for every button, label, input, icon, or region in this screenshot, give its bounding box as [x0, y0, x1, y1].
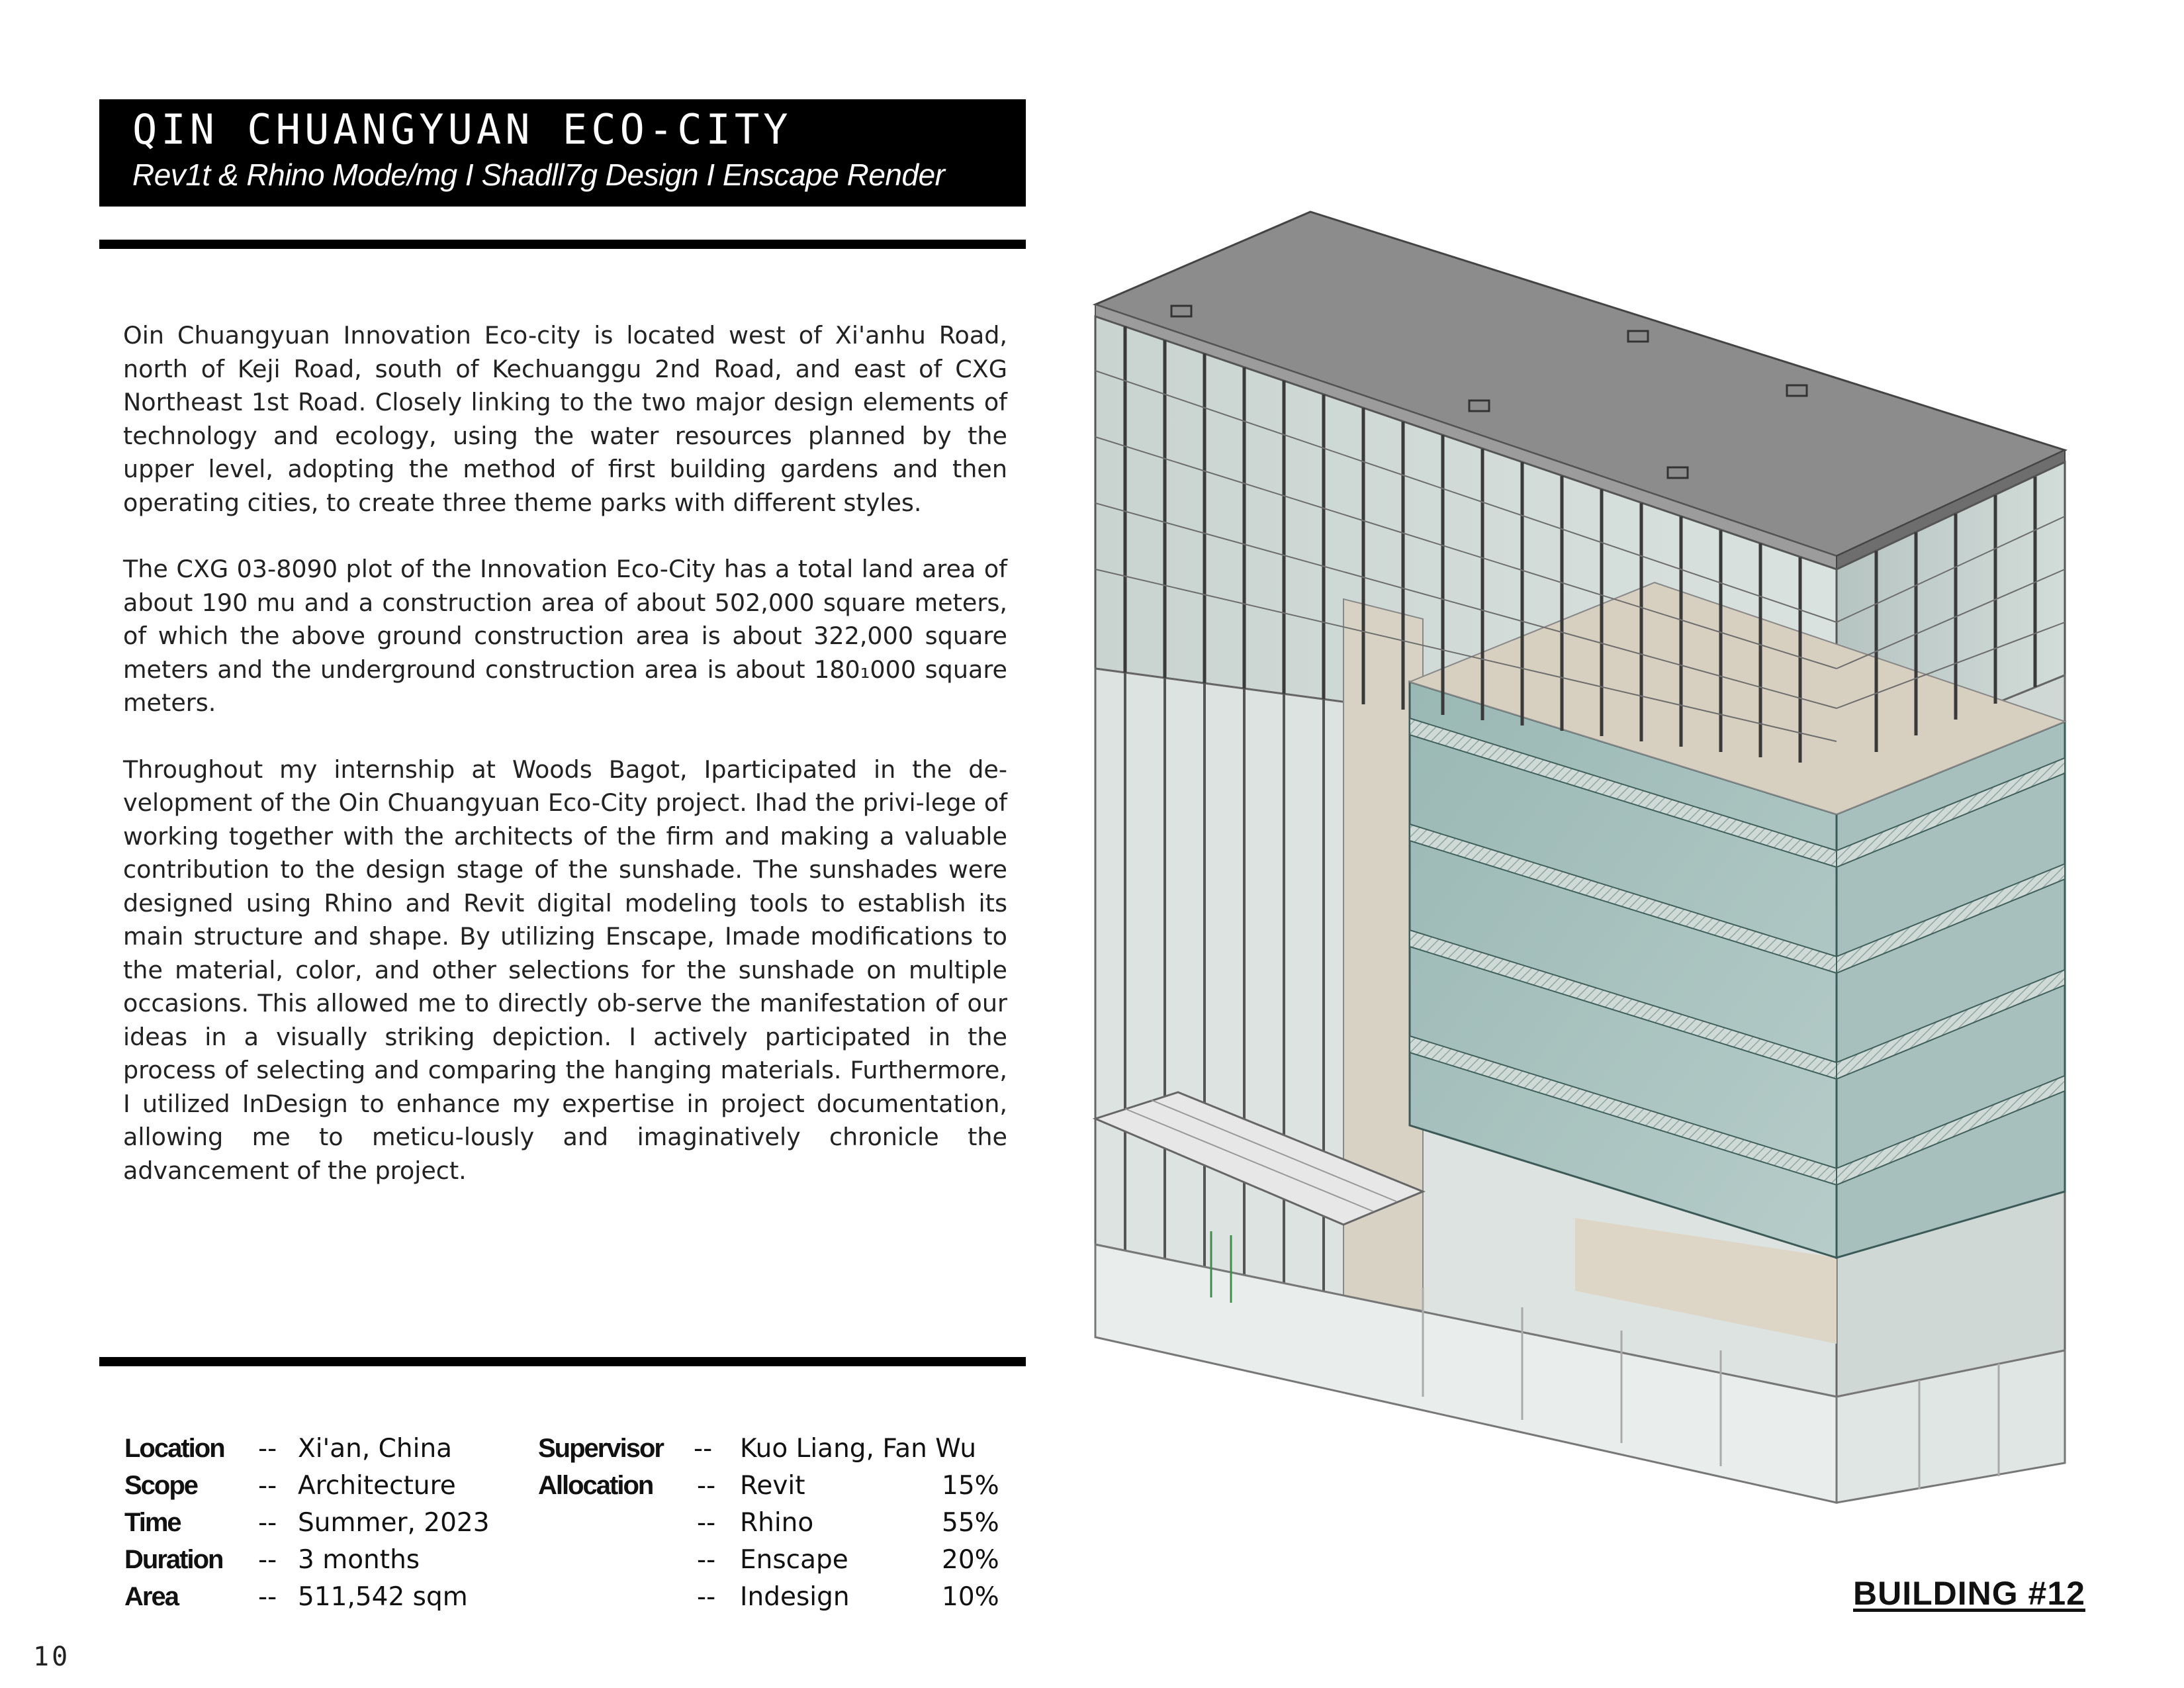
allocation-revit-tool: Revit: [740, 1471, 805, 1501]
project-subtitle: Rev1t & Rhino Mode/mg I Shadll7g Design I Enscape Render: [132, 158, 945, 192]
allocation-revit-sep: --: [697, 1471, 716, 1501]
fact-location-value: Xi'an, China: [298, 1434, 453, 1464]
page-number: 10: [33, 1642, 71, 1672]
building-render: [1059, 199, 2105, 1523]
allocation-indesign-tool: Indesign: [740, 1582, 850, 1612]
fact-allocation-label: Allocation: [538, 1471, 653, 1500]
project-description: [123, 319, 1007, 1221]
fact-duration: Duration: [124, 1545, 223, 1574]
fact-supervisor-sep: --: [694, 1434, 713, 1464]
fact-location: Location: [124, 1434, 224, 1463]
description-paragraph-internship: Throughout my internship at Woods Bagot, Iparticipated in the de-velopment of the Oin Chuangyuan Eco-City project. Ihad the privi-lege of working together with the architects of the firm and making a valuable contribution to the design stage of the sunshade. The sunshades were designed using Rhino and Revit digital modeling tools to establish its main structure and shape. By utilizing Enscape, Imade modifications to the material, color, and other selections for the sunshade on multiple occasions. This allowed me to directly ob-serve the manifestation of our ideas in a visually striking depiction. I actively participated in the process of selecting and comparing the hanging materials. Furthermore, I utilized InDesign to enhance my expertise in project documentation, allowing me to meticu-lously and imaginatively chronicle the advancement of the project.: [123, 755, 1007, 1185]
allocation-enscape-tool: Enscape: [740, 1545, 848, 1575]
fact-area: Area: [124, 1582, 178, 1611]
project-facts: [124, 1430, 1024, 1622]
top-divider: [99, 240, 1026, 249]
fact-time-value: Summer, 2023: [298, 1508, 490, 1538]
fact-scope-value: Architecture: [298, 1471, 456, 1501]
allocation-indesign-sep: --: [697, 1582, 716, 1612]
project-title: QIN CHUANGYUAN ECO-CITY: [132, 105, 792, 154]
fact-scope: Scope: [124, 1471, 198, 1500]
allocation-revit-percent: 15%: [942, 1471, 999, 1501]
building-tag: BUILDING #12: [1853, 1575, 2085, 1612]
fact-supervisor-value: Kuo Liang, Fan Wu: [740, 1434, 977, 1464]
description-paragraph-area: The CXG 03-8090 plot of the Innovation Eco-City has a total land area of about 190 mu and a construction area of about 502,000 square meters, of which the above ground construction area is about 322,000 square meters and the underground construction area is about 180₁000 square meters.: [123, 555, 1007, 717]
description-paragraph-location: Oin Chuangyuan Innovation Eco-city is located west of Xi'anhu Road, north of Keji Road, south of Kechuanggu 2nd Road, and east of CXG Northeast 1st Road. Closely linking to the two major design elements of technology and ecology, using the water resources planned by the upper level, adopting the method of first building gardens and then operating cities, to create three theme parks with different styles.: [123, 321, 1007, 517]
allocation-rhino-percent: 55%: [942, 1508, 999, 1538]
allocation-enscape-percent: 20%: [942, 1545, 999, 1575]
bottom-divider: [99, 1357, 1026, 1366]
allocation-indesign-percent: 10%: [942, 1582, 999, 1612]
fact-area-sep: --: [258, 1582, 277, 1612]
allocation-enscape-sep: --: [697, 1545, 716, 1575]
fact-area-value: 511,542 sqm: [298, 1582, 468, 1612]
fact-time-sep: --: [258, 1508, 277, 1538]
fact-scope-sep: --: [258, 1471, 277, 1501]
fact-duration-value: 3 months: [298, 1545, 420, 1575]
allocation-rhino-sep: --: [697, 1508, 716, 1538]
fact-location-sep: --: [258, 1434, 277, 1464]
fact-supervisor-label: Supervisor: [538, 1434, 663, 1463]
project-title-block: [99, 99, 1026, 207]
fact-time: Time: [124, 1508, 181, 1537]
fact-duration-sep: --: [258, 1545, 277, 1575]
allocation-rhino-tool: Rhino: [740, 1508, 814, 1538]
